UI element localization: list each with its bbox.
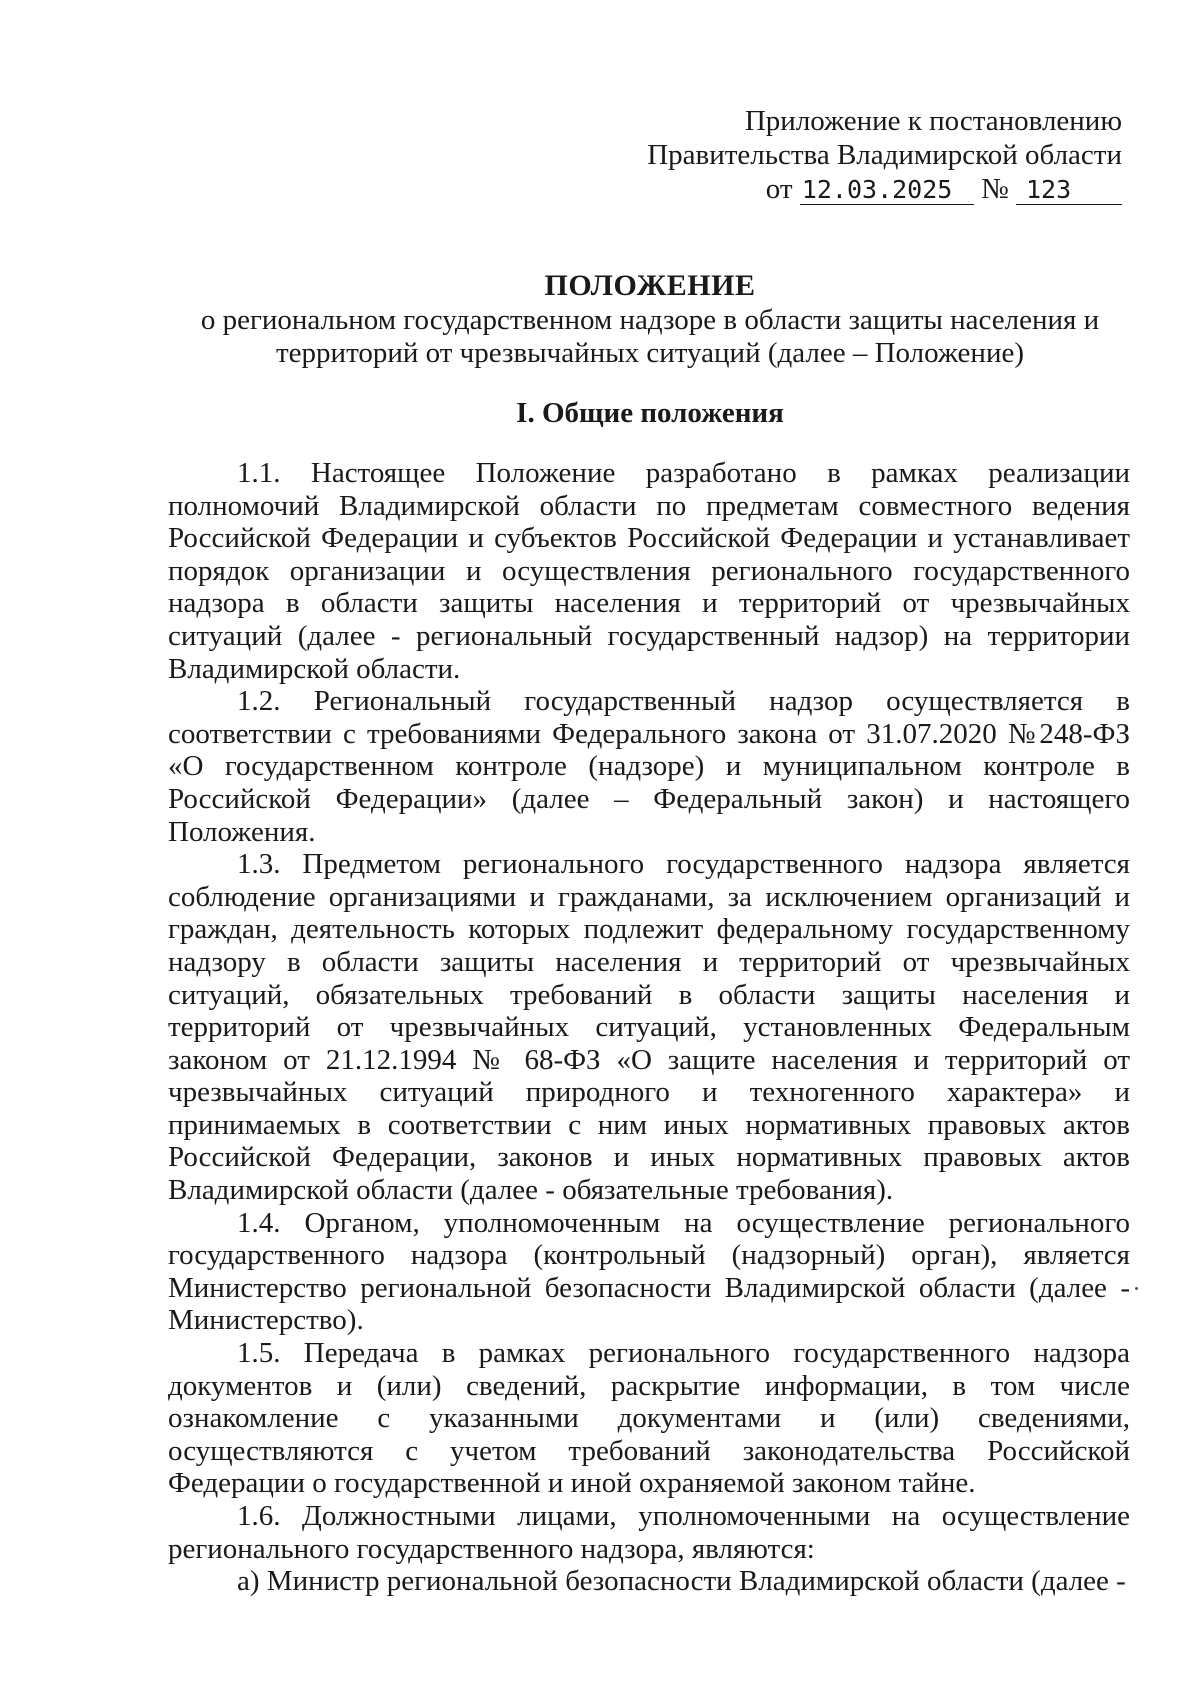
document-body [168, 457, 1130, 1598]
paragraph-1-2: 1.2. Региональный государственный надзор осуществляется в соответствии с требованиями Федерального закона от 31.07.2020 №248-ФЗ «О государственном контроле (надзоре) и муниципальном контроле в Российской Федерации» (далее – Федеральный закон) и настоящего Положения. [168, 685, 1130, 848]
paragraph-1-5: 1.5. Передача в рамках регионального государственного надзора документов и (или) сведений, раскрытие информации, в том числе ознакомление с указанными документами и (или) сведениями, осуществляются с учетом требований законодательства Российской Федерации о государственной и иной охраняемой законом тайне. [168, 1337, 1130, 1500]
scan-dot [1135, 1287, 1138, 1290]
paragraph-1-1: 1.1. Настоящее Положение разработано в рамках реализации полномочий Владимирской области по предметам совместного ведения Российской Федерации и субъектов Российской Федерации и устанавливает порядок организации и осуществления регионального государственного надзора в области защиты населения и территорий от чрезвычайных ситуаций (далее - региональный государственный надзор) на территории Владимирской области. [168, 457, 1130, 685]
paragraph-1-6: 1.6. Должностными лицами, уполномоченными на осуществление регионального государственного надзора, являются: [168, 1500, 1130, 1565]
section-heading: I. Общие положения [516, 397, 784, 429]
appendix-header [647, 104, 1122, 206]
date-field: 12.03.2025 [800, 176, 974, 205]
document-title: ПОЛОЖЕНИЕ [544, 269, 756, 302]
date-prefix: от [765, 173, 793, 205]
number-field: 123 [1016, 176, 1122, 205]
document-subtitle-line-1: о региональном государственном надзоре в области защиты населения и [200, 304, 1100, 336]
number-prefix: № [981, 173, 1009, 205]
paragraph-1-4: 1.4. Органом, уполномоченным на осуществление регионального государственного надзора (контрольный (надзорный) орган), является Министерство региональной безопасности Владимирской области (далее - Министерство). [168, 1206, 1130, 1337]
appendix-line-2: Правительства Владимирской области [647, 139, 1122, 171]
paragraph-1-3: 1.3. Предметом регионального государственного надзора является соблюдение организациями и гражданами, за исключением организаций и граждан, деятельность которых подлежит федеральному государственному надзору в области защиты населения и территорий от чрезвычайных ситуаций, обязательных требований в области защиты населения и территорий от чрезвычайных ситуаций, установленных Федеральным законом от 21.12.1994 № 68-ФЗ «О защите населения и территорий от чрезвычайных ситуаций природного и техногенного характера» и принимаемых в соответствии с ним иных нормативных правовых актов Российской Федерации, законов и иных нормативных правовых актов Владимирской области (далее - обязательные требования). [168, 848, 1130, 1207]
title-block [120, 268, 1180, 370]
appendix-date-line [647, 172, 1122, 206]
appendix-line-1: Приложение к постановлению [744, 105, 1122, 137]
paragraph-1-6-a: а) Министр региональной безопасности Владимирской области (далее - [237, 1565, 1126, 1598]
document-subtitle-line-2: территорий от чрезвычайных ситуаций (далее – Положение) [276, 337, 1024, 369]
